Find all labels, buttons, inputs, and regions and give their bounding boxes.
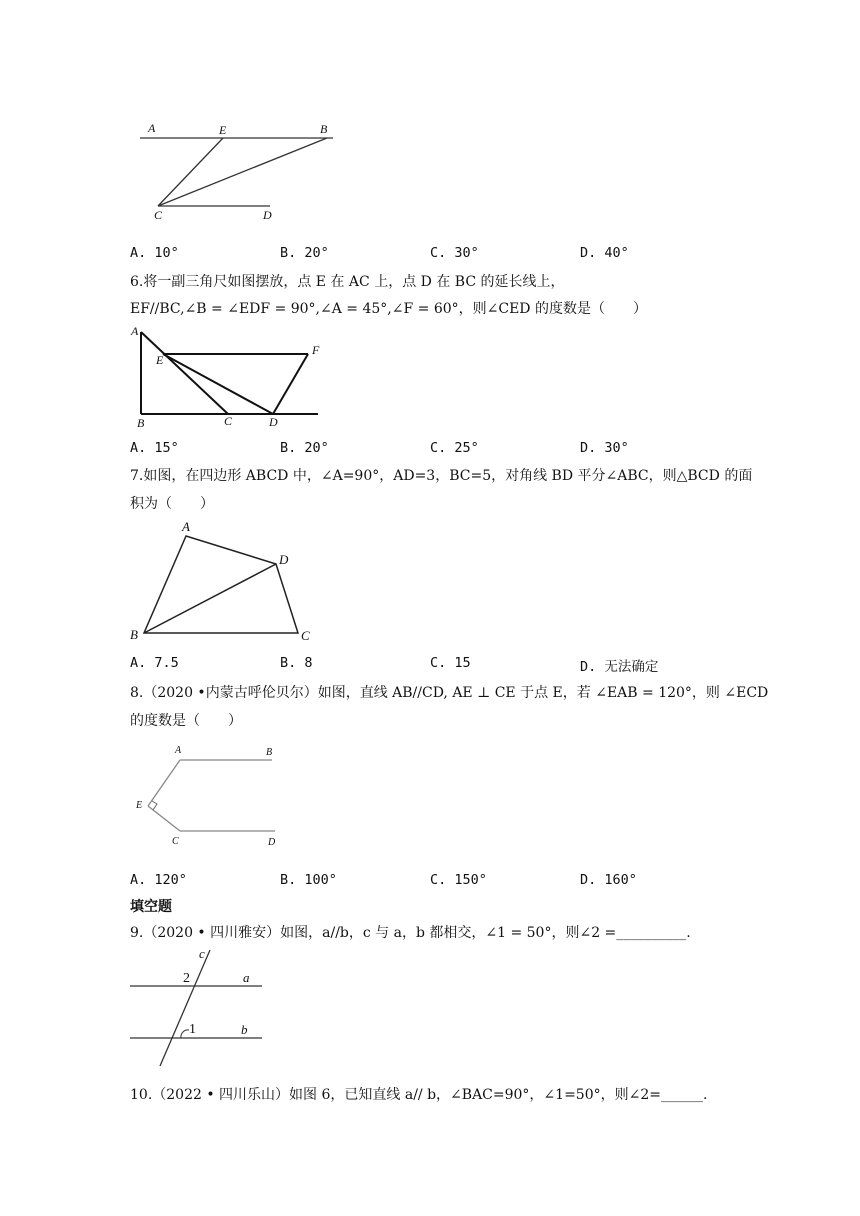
q5-option-a: A. 10° [130,245,179,261]
q8-option-b: B. 100° [280,872,337,888]
q7-label-D: D [279,552,289,567]
q7-option-b: B. 8 [280,655,313,671]
q9-label-a: a [243,970,250,985]
q6-label-A: A [131,324,139,338]
q6-option-b: B. 20° [280,440,329,456]
q8-stem-line2: 的度数是（ ） [130,713,242,729]
q8-option-a: A. 120° [130,872,187,888]
q9-label-b: b [241,1022,248,1037]
q8-label-A: A [175,745,182,756]
q5-label-D: D [263,208,272,222]
q9-label-two: 2 [183,971,190,986]
q6-label-B: B [137,416,145,430]
q8-option-c: C. 150° [430,872,487,888]
q6-option-d: D. 30° [580,440,629,456]
q8-figure [130,740,290,852]
q8-label-E: E [136,800,143,811]
q8-label-D: D [268,837,276,848]
q10-stem: 10.（2022 • 四川乐山）如图 6，已知直线 a// b，∠BAC=90°，∠1=50°，则∠2=______. [130,1087,708,1103]
q9-stem: 9.（2020 • 四川雅安）如图，a//b，c 与 a，b 都相交，∠1 = 50°，则∠2 =__________. [130,925,691,941]
q8-stem-line1: 8.（2020 •内蒙古呼伦贝尔）如图，直线 AB//CD, AE ⊥ CE 于点 E，若 ∠EAB = 120°，则 ∠ECD [130,685,769,701]
q9-label-one: 1 [189,1022,196,1037]
q6-label-D: D [269,415,278,429]
q7-option-a: A. 7.5 [130,655,179,671]
q6-label-F: F [312,343,320,357]
q5-figure [130,118,350,226]
q8-option-d: D. 160° [580,872,637,888]
q6-stem-line1: 6.将一副三角尺如图摆放，点 E 在 AC 上，点 D 在 BC 的延长线上， [130,274,565,290]
q6-option-a: A. 15° [130,440,179,456]
q7-figure [126,516,326,644]
q7-label-C: C [301,628,310,643]
q6-option-c: C. 25° [430,440,479,456]
q7-option-d: D. 无法确定 [580,659,659,675]
q8-label-C: C [172,836,179,847]
q5-option-c: C. 30° [430,245,479,261]
q7-label-B: B [130,627,138,642]
q9-label-c: c [199,946,205,961]
q5-option-b: B. 20° [280,245,329,261]
q7-option-c: C. 15 [430,655,471,671]
q5-label-B: B [320,122,328,136]
q6-label-E: E [156,353,164,367]
q5-label-C: C [154,208,163,222]
q5-option-d: D. 40° [580,245,629,261]
q5-label-E: E [219,123,227,137]
q9-figure [128,944,268,1070]
q6-label-C: C [224,414,233,428]
q7-stem-line1: 7.如图，在四边形 ABCD 中，∠A=90°，AD=3，BC=5，对角线 BD 平分∠ABC，则△BCD 的面 [130,468,753,484]
q6-stem-line2: EF//BC,∠B = ∠EDF = 90°,∠A = 45°,∠F = 60°，则∠CED 的度数是（ ） [130,301,647,317]
q8-label-B: B [266,747,273,758]
q5-label-A: A [148,121,156,135]
section-title-fill-in: 填空题 [130,899,172,915]
q7-stem-line2: 积为（ ） [130,496,214,512]
q6-figure [128,320,328,432]
q7-label-A: A [182,519,190,534]
